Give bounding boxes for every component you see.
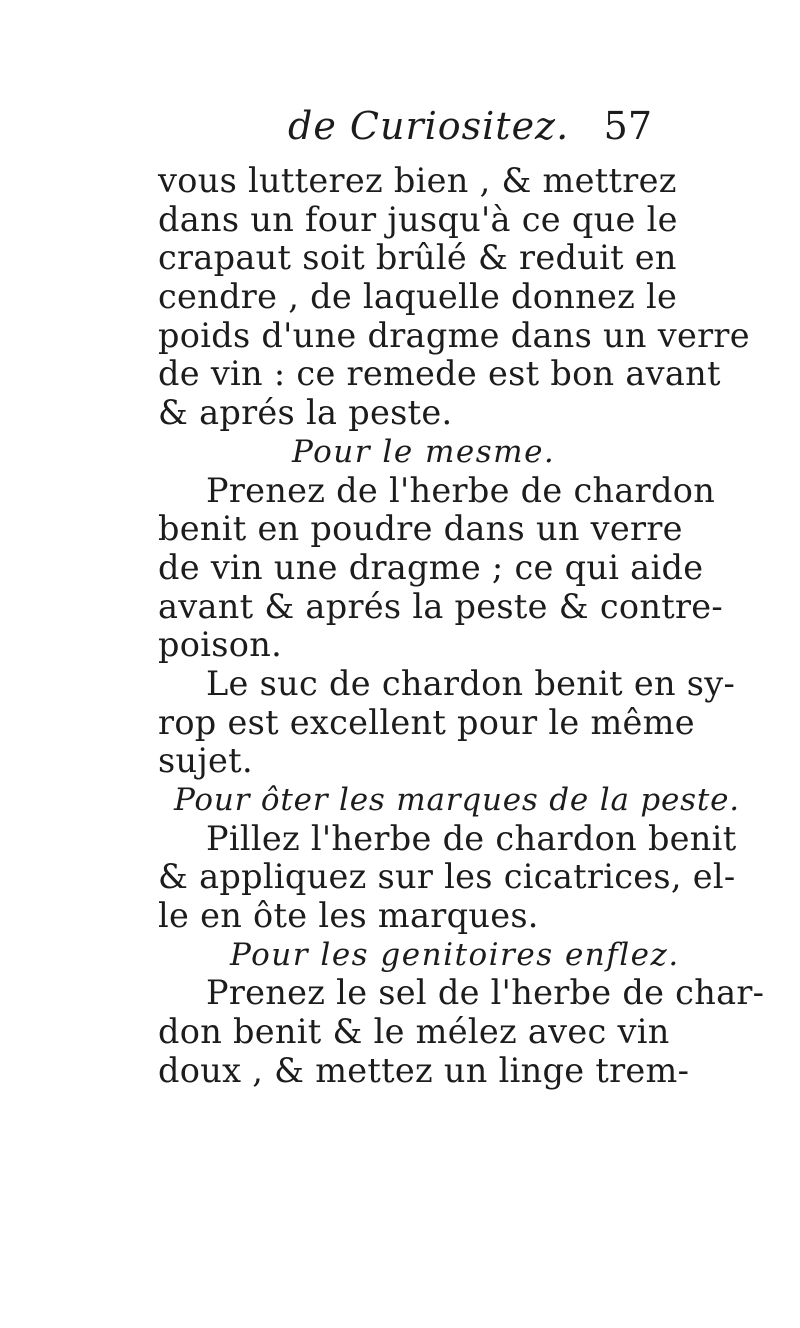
text-line: vous lutterez bien , & mettrez	[158, 161, 677, 200]
text-line: Le suc de chardon benit en sy-	[206, 663, 736, 703]
text-line: Prenez le sel de l'herbe de char-	[206, 973, 765, 1013]
text-line: benit en poudre dans un verre	[158, 509, 683, 549]
text-line: Pillez l'herbe de chardon benit	[206, 818, 737, 858]
text-line: don benit & le mélez avec vin	[158, 1012, 670, 1052]
body-text	[158, 161, 765, 1091]
section-heading: Pour ôter les marques de la peste.	[174, 782, 740, 818]
text-line: le en ôte les marques.	[158, 896, 539, 936]
section-heading: Pour les genitoires enflez.	[230, 936, 680, 973]
text-line: dans un four jusqu'à ce que le	[158, 199, 678, 239]
text-line: doux , & mettez un linge trem-	[158, 1050, 690, 1090]
text-line: & appliquez sur les cicatrices, el-	[158, 857, 736, 897]
text-line: crapaut soit brûlé & reduit en	[158, 238, 677, 278]
text-line: rop est excellent pour le même	[158, 702, 695, 742]
running-title: de Curiositez.	[288, 104, 570, 148]
page-number: 57	[603, 104, 652, 148]
section-heading: Pour le mesme.	[292, 433, 556, 470]
text-line: & aprés la peste.	[158, 393, 453, 433]
text-line: de vin une dragme ; ce qui aide	[158, 547, 704, 587]
text-line: poison.	[158, 625, 283, 665]
text-line: de vin : ce remede est bon avant	[158, 354, 721, 394]
text-line: avant & aprés la peste & contre-	[158, 586, 724, 626]
text-line: sujet.	[158, 741, 253, 781]
text-line: Prenez de l'herbe de chardon	[206, 470, 716, 510]
text-line: cendre , de laquelle donnez le	[158, 277, 678, 317]
page-header	[160, 104, 660, 164]
text-line: poids d'une dragme dans un verre	[158, 315, 750, 355]
